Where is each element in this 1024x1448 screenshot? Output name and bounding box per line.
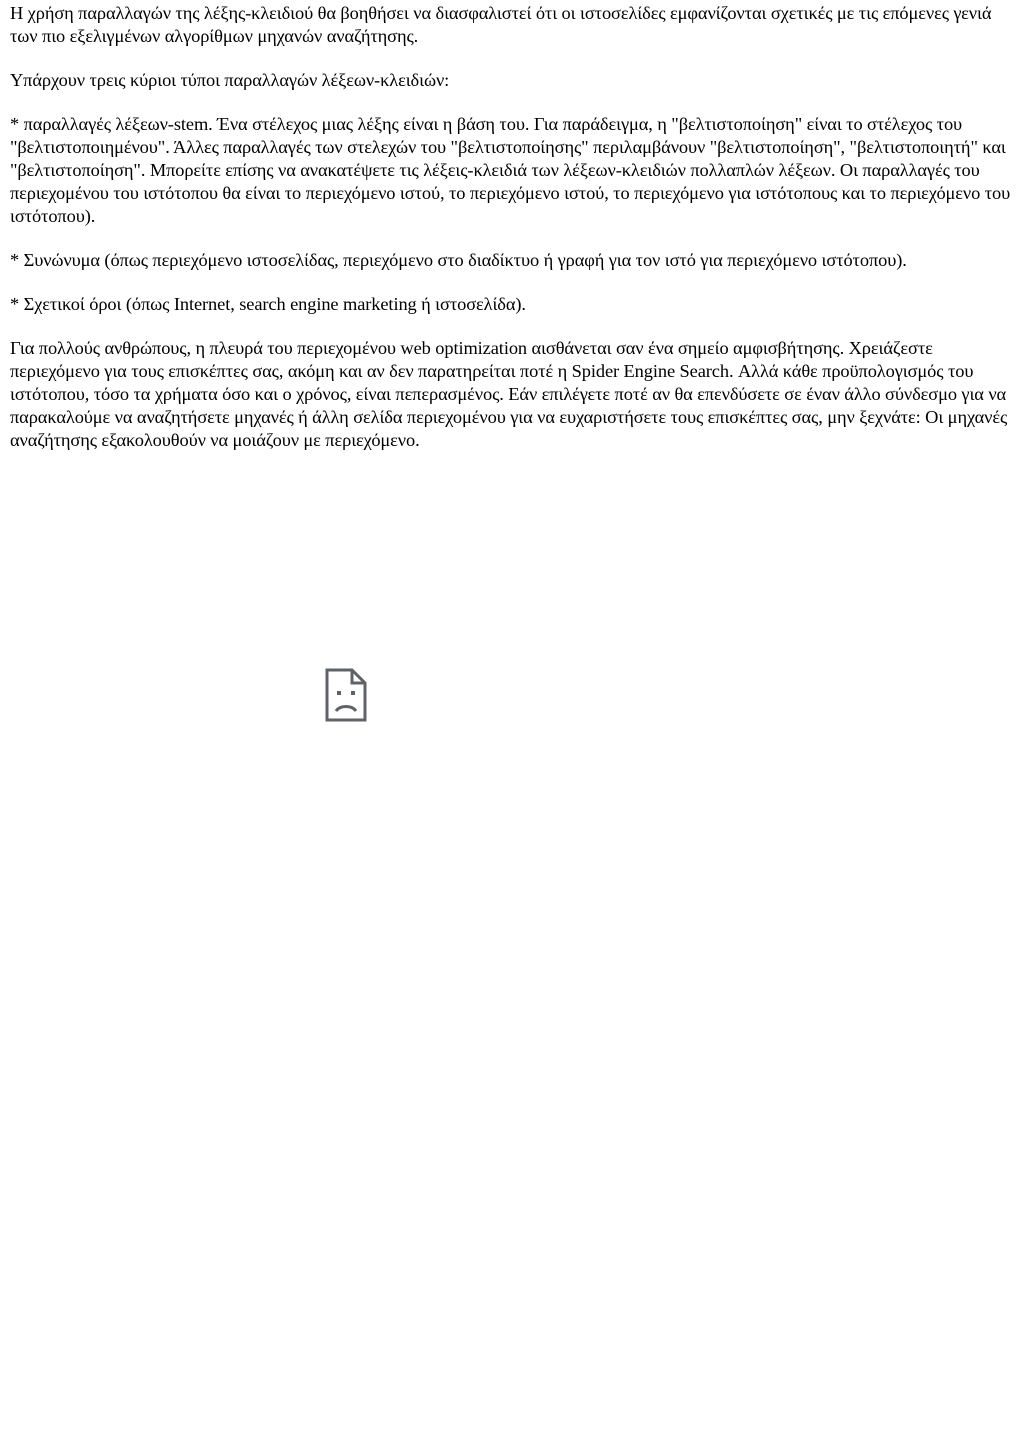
paragraph-synonyms: * Συνώνυμα (όπως περιεχόμενο ιστοσελίδας, περιεχόμενο στο διαδίκτυο ή γραφή για τον ιστό για περιεχόμενο ιστότοπου). [10,249,907,270]
paragraph-conclusion: Για πολλούς ανθρώπους, η πλευρά του περιεχομένου web optimization αισθάνεται σαν ένα σημείο αμφισβήτησης. Χρειάζεστε περιεχόμενο για τους επισκέπτες σας, ακόμη και αν δεν παρατηρείται ποτέ η Spider Engine Search. Αλλά κάθε προϋπολογισμός του ιστότοπου, τόσο τα χρήματα όσο και ο χρόνος, είναι πεπερασμένος. Εάν επιλέγετε ποτέ αν θα επενδύσετε σε έναν άλλο σύνδεσμο για να παρακαλούμε να αναζητήσετε μηχανές ή άλλη σελίδα περιεχομένου για να ευχαριστήσετε τους επισκέπτες σας, μην ξεχνάτε: Οι μηχανές αναζήτησης εξακολουθούν να μοιάζουν με περιεχόμενο. [10,338,1008,450]
paragraph-related-terms: * Σχετικοί όροι (όπως Internet, search engine marketing ή ιστοσελίδα). [10,294,526,315]
broken-image [324,667,368,723]
paragraph-stem-variations: * παραλλαγές λέξεων-stem. Ένα στέλεχος μιας λέξης είναι η βάση του. Για παράδειγμα, η "βελτιστοποίηση" είναι το στέλεχος του "βελτιστοποιημένου". Άλλες παραλλαγές των στελεχών του "βελτιστοποίησης" περιλαμβάνουν "βελτιστοποίηση", "βελτιστοποιητή" και "βελτιστοποίηση". Μπορείτε επίσης να ανακατέψετε τις λέξεις-κλειδιά των λέξεων-κλειδιών πολλαπλών λέξεων. Οι παραλλαγές του περιεχομένου του ιστότοπου θα είναι το περιεχόμενο ιστού, το περιεχόμενο ιστού, το περιεχόμενο για ιστότοπους και το περιεχόμενο του ιστότοπου). [10,114,1011,226]
article-body [10,0,1014,473]
paragraph-types-heading: Υπάρχουν τρεις κύριοι τύποι παραλλαγών λέξεων-κλειδιών: [10,70,450,91]
paragraph-intro: Η χρήση παραλλαγών της λέξης-κλειδιού θα βοηθήσει να διασφαλιστεί ότι οι ιστοσελίδες εμφανίζονται σχετικές με τις επόμενες γενιά των πιο εξελιγμένων αλγορίθμων μηχανών αναζήτησης. [10,3,992,46]
broken-image-icon [324,667,368,723]
